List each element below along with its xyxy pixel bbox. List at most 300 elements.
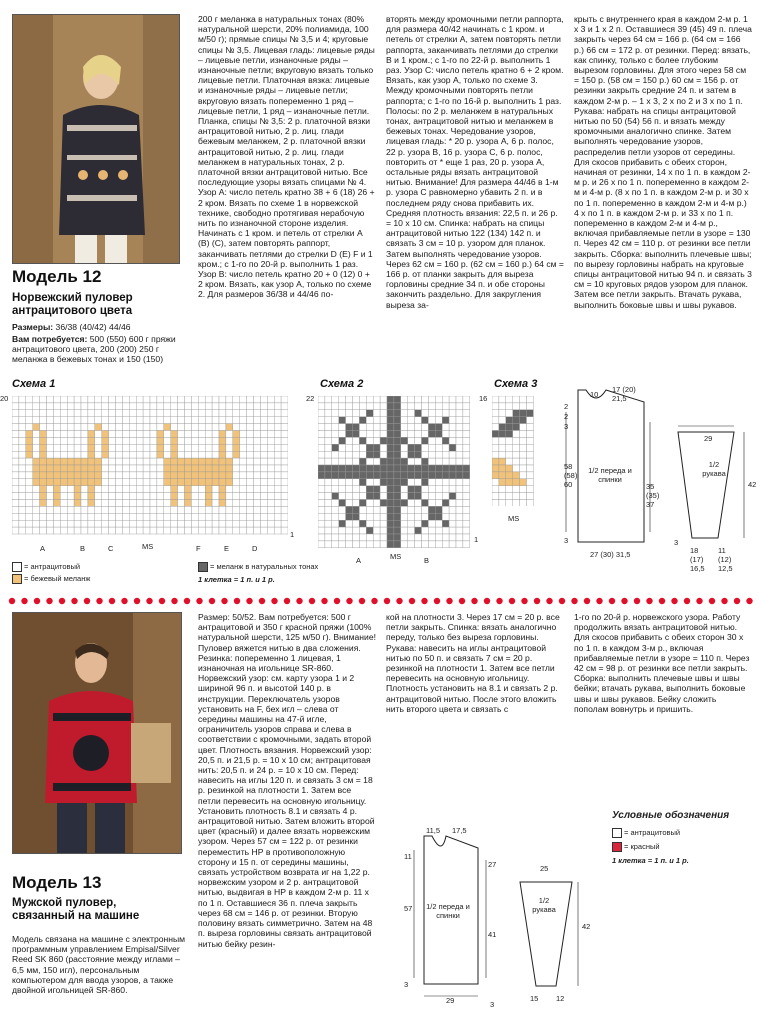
grid-cell xyxy=(380,403,387,410)
grid-cell xyxy=(415,527,422,534)
grid-cell xyxy=(226,506,233,513)
grid-cell xyxy=(380,396,387,403)
grid-cell xyxy=(233,444,240,451)
grid-cell xyxy=(198,493,205,500)
grid-cell xyxy=(178,444,185,451)
grid-cell xyxy=(415,410,422,417)
grid-cell xyxy=(88,417,95,424)
grid-cell xyxy=(463,410,470,417)
grid-cell xyxy=(492,486,499,493)
grid-cell xyxy=(254,486,261,493)
grid-cell xyxy=(102,500,109,507)
grid-cell xyxy=(143,527,150,534)
grid-cell xyxy=(346,444,353,451)
grid-cell xyxy=(122,486,129,493)
grid-cell xyxy=(191,444,198,451)
grid-cell xyxy=(401,444,408,451)
grid-cell xyxy=(116,486,123,493)
grid-cell xyxy=(185,458,192,465)
grid-cell xyxy=(353,541,360,548)
p1-label-3c: 3 xyxy=(674,538,679,547)
grid-cell xyxy=(60,403,67,410)
grid-cell xyxy=(53,506,60,513)
grid-cell xyxy=(233,437,240,444)
grid-cell xyxy=(233,513,240,520)
grid-cell xyxy=(74,437,81,444)
grid-cell xyxy=(143,431,150,438)
grid-cell xyxy=(318,437,325,444)
grid-cell xyxy=(492,500,499,507)
separator-dot xyxy=(721,598,727,604)
grid-cell xyxy=(281,403,288,410)
grid-cell xyxy=(102,493,109,500)
grid-cell xyxy=(129,486,136,493)
grid-cell xyxy=(463,396,470,403)
grid-cell xyxy=(332,444,339,451)
grid-cell xyxy=(157,479,164,486)
separator-dot xyxy=(534,598,540,604)
grid-cell xyxy=(492,465,499,472)
grid-cell xyxy=(463,431,470,438)
grid-cell xyxy=(260,506,267,513)
separator-dot xyxy=(171,598,177,604)
grid-cell xyxy=(212,424,219,431)
grid-cell xyxy=(205,500,212,507)
grid-cell xyxy=(401,486,408,493)
grid-cell xyxy=(373,527,380,534)
grid-cell xyxy=(463,479,470,486)
grid-cell xyxy=(353,410,360,417)
grid-cell xyxy=(318,479,325,486)
grid-cell xyxy=(408,527,415,534)
grid-cell xyxy=(339,451,346,458)
grid-cell xyxy=(260,403,267,410)
grid-cell xyxy=(171,417,178,424)
grid-cell xyxy=(95,486,102,493)
grid-cell xyxy=(346,527,353,534)
grid-cell xyxy=(499,431,506,438)
grid-cell xyxy=(380,534,387,541)
grid-cell xyxy=(281,506,288,513)
grid-cell xyxy=(33,465,40,472)
grid-cell xyxy=(116,513,123,520)
grid-cell xyxy=(373,437,380,444)
grid-cell xyxy=(136,410,143,417)
model13-photo xyxy=(12,612,182,854)
grid-cell xyxy=(353,458,360,465)
grid-cell xyxy=(499,417,506,424)
grid-cell xyxy=(373,479,380,486)
grid-cell xyxy=(129,500,136,507)
grid-cell xyxy=(26,410,33,417)
grid-cell xyxy=(339,458,346,465)
grid-cell xyxy=(81,437,88,444)
grid-cell xyxy=(12,500,19,507)
grid-cell xyxy=(198,403,205,410)
grid-cell xyxy=(254,417,261,424)
grid-cell xyxy=(247,513,254,520)
grid-cell xyxy=(60,500,67,507)
grid-cell xyxy=(463,541,470,548)
grid-cell xyxy=(150,451,157,458)
grid-cell xyxy=(185,486,192,493)
grid-cell xyxy=(499,465,506,472)
grid-cell xyxy=(129,437,136,444)
grid-cell xyxy=(325,500,332,507)
grid-cell xyxy=(332,458,339,465)
grid-cell xyxy=(53,513,60,520)
grid-cell xyxy=(513,444,520,451)
grid-cell xyxy=(122,458,129,465)
grid-cell xyxy=(373,396,380,403)
grid-cell xyxy=(492,444,499,451)
grid-cell xyxy=(53,417,60,424)
grid-cell xyxy=(339,479,346,486)
grid-cell xyxy=(456,451,463,458)
grid-cell xyxy=(233,506,240,513)
grid-cell xyxy=(205,396,212,403)
grid-cell xyxy=(415,534,422,541)
grid-cell xyxy=(435,458,442,465)
grid-cell xyxy=(109,506,116,513)
grid-cell xyxy=(88,479,95,486)
grid-cell xyxy=(422,410,429,417)
grid-cell xyxy=(442,520,449,527)
grid-cell xyxy=(281,493,288,500)
scheme1-label: Схема 1 xyxy=(12,378,56,390)
grid-cell xyxy=(226,396,233,403)
grid-cell xyxy=(325,493,332,500)
grid-cell xyxy=(359,458,366,465)
grid-cell xyxy=(339,437,346,444)
grid-cell xyxy=(332,479,339,486)
separator-dot xyxy=(321,598,327,604)
grid-cell xyxy=(81,493,88,500)
grid-cell xyxy=(33,444,40,451)
grid-cell xyxy=(88,506,95,513)
grid-cell xyxy=(267,500,274,507)
grid-cell xyxy=(12,520,19,527)
grid-cell xyxy=(74,424,81,431)
grid-cell xyxy=(449,493,456,500)
separator-dot xyxy=(46,598,52,604)
grid-cell xyxy=(40,403,47,410)
grid-cell xyxy=(171,500,178,507)
grid-cell xyxy=(240,486,247,493)
grid-cell xyxy=(325,444,332,451)
grid-cell xyxy=(53,410,60,417)
grid-cell xyxy=(129,493,136,500)
grid-cell xyxy=(205,513,212,520)
grid-cell xyxy=(415,472,422,479)
grid-cell xyxy=(387,493,394,500)
grid-cell xyxy=(88,500,95,507)
grid-cell xyxy=(442,527,449,534)
grid-cell xyxy=(520,424,527,431)
grid-cell xyxy=(12,437,19,444)
grid-cell xyxy=(527,472,534,479)
grid-cell xyxy=(401,527,408,534)
grid-cell xyxy=(520,403,527,410)
grid-cell xyxy=(520,486,527,493)
grid-cell xyxy=(26,424,33,431)
grid-cell xyxy=(109,520,116,527)
grid-cell xyxy=(332,500,339,507)
grid-cell xyxy=(88,465,95,472)
grid-cell xyxy=(449,458,456,465)
grid-cell xyxy=(12,396,19,403)
grid-cell xyxy=(102,465,109,472)
legend-anthracite-swatch xyxy=(12,562,22,572)
grid-cell xyxy=(143,458,150,465)
grid-cell xyxy=(33,486,40,493)
grid-cell xyxy=(408,396,415,403)
grid-cell xyxy=(267,431,274,438)
grid-cell xyxy=(240,444,247,451)
grid-cell xyxy=(53,403,60,410)
grid-cell xyxy=(422,534,429,541)
separator-dot xyxy=(659,598,665,604)
grid-cell xyxy=(428,486,435,493)
grid-cell xyxy=(325,527,332,534)
grid-cell xyxy=(219,493,226,500)
grid-cell xyxy=(212,431,219,438)
grid-cell xyxy=(260,451,267,458)
grid-cell xyxy=(513,424,520,431)
grid-cell xyxy=(47,458,54,465)
grid-cell xyxy=(40,506,47,513)
p2-label-27: 27 xyxy=(488,860,497,869)
grid-cell xyxy=(332,534,339,541)
grid-cell xyxy=(74,506,81,513)
grid-cell xyxy=(506,424,513,431)
grid-cell xyxy=(366,527,373,534)
grid-cell xyxy=(122,513,129,520)
p1-label-10: 10 xyxy=(590,390,599,399)
grid-cell xyxy=(95,410,102,417)
grid-cell xyxy=(143,410,150,417)
scheme2-letter-b: B xyxy=(424,556,430,565)
grid-cell xyxy=(346,396,353,403)
grid-cell xyxy=(387,417,394,424)
grid-cell xyxy=(353,451,360,458)
grid-cell xyxy=(499,472,506,479)
p1-label-11: 11 (12) 12,5 xyxy=(718,546,733,573)
grid-cell xyxy=(226,424,233,431)
grid-cell xyxy=(178,431,185,438)
grid-cell xyxy=(240,417,247,424)
grid-cell xyxy=(136,500,143,507)
grid-cell xyxy=(198,424,205,431)
scheme2-bottom-row: 1 xyxy=(474,535,479,544)
grid-cell xyxy=(129,527,136,534)
grid-cell xyxy=(171,506,178,513)
grid-cell xyxy=(394,410,401,417)
grid-cell xyxy=(226,465,233,472)
grid-cell xyxy=(240,500,247,507)
grid-cell xyxy=(325,513,332,520)
grid-cell xyxy=(274,410,281,417)
grid-cell xyxy=(226,520,233,527)
grid-cell xyxy=(53,458,60,465)
grid-cell xyxy=(67,410,74,417)
grid-cell xyxy=(408,458,415,465)
grid-cell xyxy=(456,527,463,534)
grid-cell xyxy=(136,417,143,424)
grid-cell xyxy=(449,444,456,451)
grid-cell xyxy=(129,410,136,417)
separator-dot xyxy=(296,598,302,604)
grid-cell xyxy=(380,465,387,472)
grid-cell xyxy=(373,520,380,527)
grid-cell xyxy=(332,410,339,417)
grid-cell xyxy=(122,472,129,479)
p1-label-2b: 2 xyxy=(564,412,569,421)
grid-cell xyxy=(219,444,226,451)
grid-cell xyxy=(164,437,171,444)
grid-cell xyxy=(102,431,109,438)
grid-cell xyxy=(198,527,205,534)
grid-cell xyxy=(81,472,88,479)
grid-cell xyxy=(19,472,26,479)
grid-cell xyxy=(254,431,261,438)
grid-cell xyxy=(442,458,449,465)
grid-cell xyxy=(428,472,435,479)
grid-cell xyxy=(240,437,247,444)
grid-cell xyxy=(219,451,226,458)
grid-cell xyxy=(260,437,267,444)
grid-cell xyxy=(325,479,332,486)
grid-cell xyxy=(150,410,157,417)
grid-cell xyxy=(422,500,429,507)
grid-cell xyxy=(205,520,212,527)
separator-dot xyxy=(609,598,615,604)
grid-cell xyxy=(359,410,366,417)
grid-cell xyxy=(254,500,261,507)
separator-dot xyxy=(584,598,590,604)
grid-cell xyxy=(178,479,185,486)
grid-cell xyxy=(325,417,332,424)
grid-cell xyxy=(359,506,366,513)
grid-cell xyxy=(129,396,136,403)
grid-cell xyxy=(274,458,281,465)
grid-cell xyxy=(366,472,373,479)
grid-cell xyxy=(178,458,185,465)
grid-cell xyxy=(47,410,54,417)
grid-cell xyxy=(359,534,366,541)
grid-cell xyxy=(366,486,373,493)
grid-cell xyxy=(143,513,150,520)
grid-cell xyxy=(449,417,456,424)
model13-photo-art xyxy=(13,613,181,853)
grid-cell xyxy=(102,472,109,479)
grid-cell xyxy=(435,534,442,541)
grid-cell xyxy=(506,444,513,451)
grid-cell xyxy=(260,458,267,465)
grid-cell xyxy=(205,506,212,513)
grid-cell xyxy=(205,527,212,534)
grid-cell xyxy=(191,417,198,424)
grid-cell xyxy=(274,403,281,410)
grid-cell xyxy=(205,493,212,500)
grid-cell xyxy=(247,424,254,431)
grid-cell xyxy=(47,431,54,438)
grid-cell xyxy=(359,493,366,500)
grid-cell xyxy=(19,444,26,451)
grid-cell xyxy=(33,458,40,465)
grid-cell xyxy=(415,506,422,513)
grid-cell xyxy=(380,417,387,424)
scheme3-top-row: 16 xyxy=(479,394,488,403)
grid-cell xyxy=(254,513,261,520)
grid-cell xyxy=(226,437,233,444)
scheme1-letter-e: E xyxy=(224,544,230,553)
grid-cell xyxy=(260,520,267,527)
grid-cell xyxy=(318,541,325,548)
grid-cell xyxy=(325,486,332,493)
grid-cell xyxy=(233,451,240,458)
model12-col2: 200 г меланжа в натуральных тонах (80% натуральной шерсти, 20% полиамида, 100 м/50 г); прямые спицы № 3,5 и 4; круговые спицы № 3,5. Лицевая гладь: лицевые ряды – лицевые петли, изнаночные ряды – изнаночные петли; вкруговую вязать только лицевые петли. Платочная вязка: лицевые и изнаночные ряды – лицевые петли; вкруговую вязать попеременно 1 ряд – лицевые петли, 1 ряд – изнаночные петли. Планка, спицы № 3,5: 2 р. платочной вязки антрацитовой нитью, 2 р. лиц. глади бежевым меланжем, 2 р. платочной вязки антрацитовой нитью, 2 р. лиц. глади меланжем в натуральных тонах, 2 р. платочной вязки антрацитовой нитью. Все последующие узоры вязать спицами № 4. Узор А: число петель кратно 38 + 6 (18) 26 + 2 кром. Вязать по схеме 1 в норвежской технике, свободно протягивая нерабочую нить по изнаночной стороне изделия. Начинать с 1 кром. и петель от стрелки A (B) (C), затем повторять раппорт, заканчивать петлями до стрелки D (E) F и 1 кром.; с 1-го по 20-й р. выполнить 1 раз. Узор B: число петель кратно 20 + 0 (12) 0 + 2 кром. Вязать, как узор А, только по схеме 2. Для размеров 36/38 и 44/46 по- xyxy=(198,14,375,300)
grid-cell xyxy=(373,486,380,493)
grid-cell xyxy=(422,451,429,458)
model13-col4: 1-го по 20-й р. норвежского узора. Работу продолжить вязать антрацитовой нитью. Для скосов прибавить с обеих сторон 30 х по 1 п. в каждом 3-м р., включая прибавляемые петли в узоре = 110 п. Через 42 см = 98 р. от резинки все петли закрыть. Сборка: выполнить плечевые швы и швы бейки; втачать рукава, выполнить боковые швы и швы рукавов. Бейку сложить пополам вовнутрь и пришить. xyxy=(574,612,750,714)
grid-cell xyxy=(366,541,373,548)
grid-cell xyxy=(380,493,387,500)
grid-cell xyxy=(408,479,415,486)
grid-cell xyxy=(254,527,261,534)
grid-cell xyxy=(456,444,463,451)
grid-cell xyxy=(353,403,360,410)
grid-cell xyxy=(415,396,422,403)
grid-cell xyxy=(359,479,366,486)
grid-cell xyxy=(33,410,40,417)
grid-cell xyxy=(513,451,520,458)
grid-cell xyxy=(318,444,325,451)
grid-cell xyxy=(318,451,325,458)
grid-cell xyxy=(157,458,164,465)
grid-cell xyxy=(67,486,74,493)
grid-cell xyxy=(428,513,435,520)
grid-cell xyxy=(191,396,198,403)
grid-cell xyxy=(19,486,26,493)
grid-cell xyxy=(212,493,219,500)
grid-cell xyxy=(12,417,19,424)
grid-cell xyxy=(346,424,353,431)
grid-cell xyxy=(366,424,373,431)
grid-cell xyxy=(281,396,288,403)
grid-cell xyxy=(428,541,435,548)
grid-cell xyxy=(394,431,401,438)
grid-cell xyxy=(116,527,123,534)
grid-cell xyxy=(366,396,373,403)
grid-cell xyxy=(40,444,47,451)
grid-cell xyxy=(157,513,164,520)
grid-cell xyxy=(81,520,88,527)
grid-cell xyxy=(122,493,129,500)
grid-cell xyxy=(527,410,534,417)
grid-cell xyxy=(88,424,95,431)
grid-cell xyxy=(205,437,212,444)
grid-cell xyxy=(60,506,67,513)
grid-cell xyxy=(150,437,157,444)
grid-cell xyxy=(191,486,198,493)
grid-cell xyxy=(102,527,109,534)
grid-cell xyxy=(122,396,129,403)
model12-materials xyxy=(12,334,188,370)
grid-cell xyxy=(33,451,40,458)
p2-label-body: 1/2 переда и спинки xyxy=(426,902,470,920)
grid-cell xyxy=(520,417,527,424)
